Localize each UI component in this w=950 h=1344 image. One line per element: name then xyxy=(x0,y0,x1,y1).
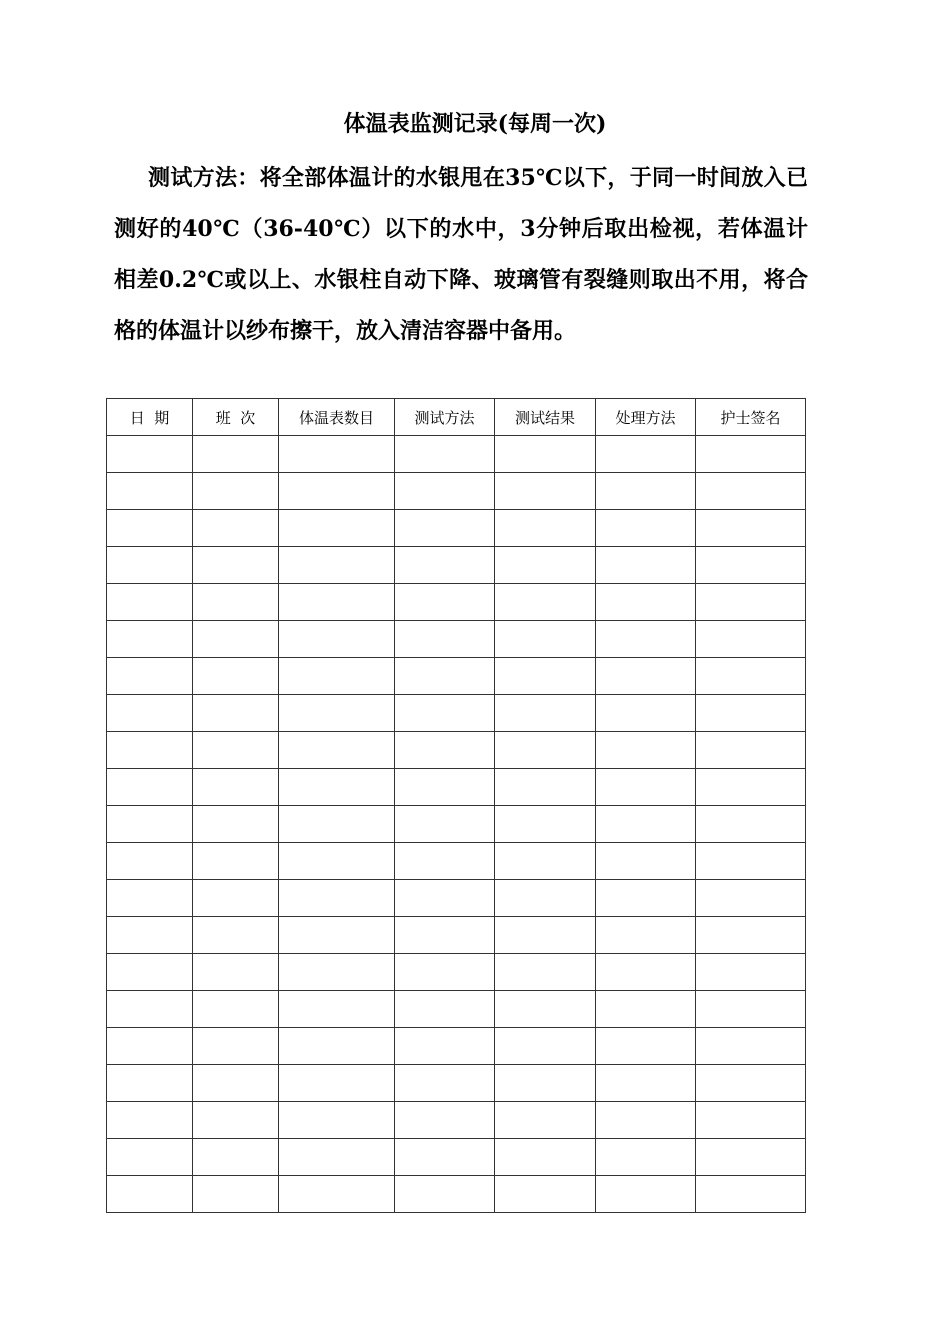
table-header-row xyxy=(107,399,806,436)
shift-cell[interactable] xyxy=(193,880,279,917)
test-result-cell[interactable] xyxy=(495,1065,596,1102)
thermometer-count-cell[interactable] xyxy=(279,621,395,658)
nurse-signature-cell[interactable] xyxy=(696,695,806,732)
test-result-cell[interactable] xyxy=(495,1139,596,1176)
handling-method-cell[interactable] xyxy=(596,806,696,843)
test-method-cell[interactable] xyxy=(395,1139,495,1176)
table-row xyxy=(107,1139,806,1176)
table-row xyxy=(107,584,806,621)
test-result-cell[interactable] xyxy=(495,880,596,917)
handling-method-cell[interactable] xyxy=(596,880,696,917)
record-table-body xyxy=(107,436,806,1213)
shift-cell[interactable] xyxy=(193,1139,279,1176)
record-table xyxy=(106,398,806,1213)
header-shift: 班 次 xyxy=(193,399,279,436)
shift-cell[interactable] xyxy=(193,510,279,547)
handling-method-cell[interactable] xyxy=(596,621,696,658)
table-row xyxy=(107,732,806,769)
table-row xyxy=(107,769,806,806)
date-cell[interactable] xyxy=(107,880,193,917)
shift-cell[interactable] xyxy=(193,621,279,658)
shift-cell[interactable] xyxy=(193,658,279,695)
handling-method-cell[interactable] xyxy=(596,1065,696,1102)
header-nurse-signature: 护士签名 xyxy=(696,399,806,436)
thermometer-count-cell[interactable] xyxy=(279,584,395,621)
nurse-signature-cell[interactable] xyxy=(696,510,806,547)
test-method-cell[interactable] xyxy=(395,510,495,547)
test-result-cell[interactable] xyxy=(495,584,596,621)
test-method-cell[interactable] xyxy=(395,695,495,732)
shift-cell[interactable] xyxy=(193,769,279,806)
table-row xyxy=(107,621,806,658)
handling-method-cell[interactable] xyxy=(596,547,696,584)
handling-method-cell[interactable] xyxy=(596,1139,696,1176)
table-row xyxy=(107,954,806,991)
table-row xyxy=(107,843,806,880)
shift-cell[interactable] xyxy=(193,1065,279,1102)
date-cell[interactable] xyxy=(107,769,193,806)
handling-method-cell[interactable] xyxy=(596,658,696,695)
test-method-paragraph: 测试方法：将全部体温计的水银甩在35℃以下，于同一时间放入已测好的40℃（36-40℃）以下的水中，3分钟后取出检视，若体温计相差0.2℃或以上、水银柱自动下降、玻璃管有裂缝则取出不用，将合格的体温计以纱布擦干，放入清洁容器中备用。 xyxy=(114,165,808,344)
table-row xyxy=(107,917,806,954)
shift-cell[interactable] xyxy=(193,547,279,584)
thermometer-count-cell[interactable] xyxy=(279,1065,395,1102)
handling-method-cell[interactable] xyxy=(596,843,696,880)
header-test-method: 测试方法 xyxy=(395,399,495,436)
thermometer-count-cell[interactable] xyxy=(279,769,395,806)
date-cell[interactable] xyxy=(107,695,193,732)
test-method-cell[interactable] xyxy=(395,880,495,917)
nurse-signature-cell[interactable] xyxy=(696,843,806,880)
nurse-signature-cell[interactable] xyxy=(696,806,806,843)
test-result-cell[interactable] xyxy=(495,436,596,473)
handling-method-cell[interactable] xyxy=(596,695,696,732)
page-title: 体温表监测记录(每周一次) xyxy=(343,111,607,137)
nurse-signature-cell[interactable] xyxy=(696,1102,806,1139)
nurse-signature-cell[interactable] xyxy=(696,1028,806,1065)
date-cell[interactable] xyxy=(107,806,193,843)
handling-method-cell[interactable] xyxy=(596,510,696,547)
test-result-cell[interactable] xyxy=(495,806,596,843)
thermometer-count-cell[interactable] xyxy=(279,732,395,769)
nurse-signature-cell[interactable] xyxy=(696,991,806,1028)
date-cell[interactable] xyxy=(107,621,193,658)
date-cell[interactable] xyxy=(107,473,193,510)
table-row xyxy=(107,1065,806,1102)
test-result-cell[interactable] xyxy=(495,1176,596,1213)
date-cell[interactable] xyxy=(107,1176,193,1213)
thermometer-count-cell[interactable] xyxy=(279,510,395,547)
thermometer-count-cell[interactable] xyxy=(279,806,395,843)
test-result-cell[interactable] xyxy=(495,473,596,510)
nurse-signature-cell[interactable] xyxy=(696,1176,806,1213)
thermometer-count-cell[interactable] xyxy=(279,991,395,1028)
test-method-cell[interactable] xyxy=(395,1102,495,1139)
test-method-cell[interactable] xyxy=(395,954,495,991)
table-row xyxy=(107,806,806,843)
thermometer-count-cell[interactable] xyxy=(279,843,395,880)
test-method-cell[interactable] xyxy=(395,658,495,695)
thermometer-count-cell[interactable] xyxy=(279,1102,395,1139)
date-cell[interactable] xyxy=(107,1139,193,1176)
header-handling-method: 处理方法 xyxy=(596,399,696,436)
test-result-cell[interactable] xyxy=(495,991,596,1028)
thermometer-count-cell[interactable] xyxy=(279,1176,395,1213)
nurse-signature-cell[interactable] xyxy=(696,954,806,991)
table-row xyxy=(107,1102,806,1139)
test-method-cell[interactable] xyxy=(395,473,495,510)
table-row xyxy=(107,436,806,473)
test-method-cell[interactable] xyxy=(395,769,495,806)
table-row xyxy=(107,991,806,1028)
shift-cell[interactable] xyxy=(193,954,279,991)
date-cell[interactable] xyxy=(107,991,193,1028)
test-result-cell[interactable] xyxy=(495,954,596,991)
nurse-signature-cell[interactable] xyxy=(696,436,806,473)
handling-method-cell[interactable] xyxy=(596,584,696,621)
date-cell[interactable] xyxy=(107,843,193,880)
date-cell[interactable] xyxy=(107,584,193,621)
shift-cell[interactable] xyxy=(193,1176,279,1213)
nurse-signature-cell[interactable] xyxy=(696,621,806,658)
date-cell[interactable] xyxy=(107,436,193,473)
thermometer-count-cell[interactable] xyxy=(279,473,395,510)
test-result-cell[interactable] xyxy=(495,843,596,880)
nurse-signature-cell[interactable] xyxy=(696,1139,806,1176)
thermometer-count-cell[interactable] xyxy=(279,658,395,695)
date-cell[interactable] xyxy=(107,954,193,991)
shift-cell[interactable] xyxy=(193,436,279,473)
test-result-cell[interactable] xyxy=(495,1028,596,1065)
date-cell[interactable] xyxy=(107,1065,193,1102)
shift-cell[interactable] xyxy=(193,991,279,1028)
test-method-cell[interactable] xyxy=(395,1028,495,1065)
test-result-cell[interactable] xyxy=(495,658,596,695)
shift-cell[interactable] xyxy=(193,843,279,880)
test-result-cell[interactable] xyxy=(495,917,596,954)
shift-cell[interactable] xyxy=(193,1102,279,1139)
nurse-signature-cell[interactable] xyxy=(696,473,806,510)
test-method-cell[interactable] xyxy=(395,436,495,473)
test-result-cell[interactable] xyxy=(495,510,596,547)
table-row xyxy=(107,510,806,547)
thermometer-count-cell[interactable] xyxy=(279,1028,395,1065)
nurse-signature-cell[interactable] xyxy=(696,917,806,954)
thermometer-count-cell[interactable] xyxy=(279,547,395,584)
test-result-cell[interactable] xyxy=(495,732,596,769)
header-thermometer-count: 体温表数目 xyxy=(279,399,395,436)
header-date: 日 期 xyxy=(107,399,193,436)
nurse-signature-cell[interactable] xyxy=(696,732,806,769)
handling-method-cell[interactable] xyxy=(596,1102,696,1139)
table-row xyxy=(107,880,806,917)
test-method-cell[interactable] xyxy=(395,917,495,954)
handling-method-cell[interactable] xyxy=(596,991,696,1028)
date-cell[interactable] xyxy=(107,658,193,695)
handling-method-cell[interactable] xyxy=(596,769,696,806)
shift-cell[interactable] xyxy=(193,917,279,954)
table-row xyxy=(107,1028,806,1065)
nurse-signature-cell[interactable] xyxy=(696,658,806,695)
test-result-cell[interactable] xyxy=(495,1102,596,1139)
date-cell[interactable] xyxy=(107,732,193,769)
handling-method-cell[interactable] xyxy=(596,1028,696,1065)
test-method-cell[interactable] xyxy=(395,1176,495,1213)
thermometer-count-cell[interactable] xyxy=(279,695,395,732)
date-cell[interactable] xyxy=(107,1102,193,1139)
date-cell[interactable] xyxy=(107,1028,193,1065)
thermometer-count-cell[interactable] xyxy=(279,954,395,991)
test-result-cell[interactable] xyxy=(495,547,596,584)
table-row xyxy=(107,473,806,510)
shift-cell[interactable] xyxy=(193,1028,279,1065)
test-result-cell[interactable] xyxy=(495,621,596,658)
thermometer-count-cell[interactable] xyxy=(279,880,395,917)
test-method-cell[interactable] xyxy=(395,584,495,621)
handling-method-cell[interactable] xyxy=(596,473,696,510)
test-method-cell[interactable] xyxy=(395,621,495,658)
handling-method-cell[interactable] xyxy=(596,1176,696,1213)
table-row xyxy=(107,1176,806,1213)
test-result-cell[interactable] xyxy=(495,769,596,806)
shift-cell[interactable] xyxy=(193,473,279,510)
test-method-cell[interactable] xyxy=(395,991,495,1028)
shift-cell[interactable] xyxy=(193,584,279,621)
date-cell[interactable] xyxy=(107,917,193,954)
test-method-cell[interactable] xyxy=(395,843,495,880)
thermometer-count-cell[interactable] xyxy=(279,917,395,954)
nurse-signature-cell[interactable] xyxy=(696,584,806,621)
nurse-signature-cell[interactable] xyxy=(696,880,806,917)
test-method-cell[interactable] xyxy=(395,1065,495,1102)
thermometer-count-cell[interactable] xyxy=(279,1139,395,1176)
shift-cell[interactable] xyxy=(193,732,279,769)
table-row xyxy=(107,695,806,732)
nurse-signature-cell[interactable] xyxy=(696,547,806,584)
thermometer-count-cell[interactable] xyxy=(279,436,395,473)
handling-method-cell[interactable] xyxy=(596,954,696,991)
nurse-signature-cell[interactable] xyxy=(696,769,806,806)
header-test-result: 测试结果 xyxy=(495,399,596,436)
test-result-cell[interactable] xyxy=(495,695,596,732)
test-method-cell[interactable] xyxy=(395,547,495,584)
test-method-cell[interactable] xyxy=(395,806,495,843)
handling-method-cell[interactable] xyxy=(596,917,696,954)
table-row xyxy=(107,658,806,695)
date-cell[interactable] xyxy=(107,510,193,547)
table-row xyxy=(107,547,806,584)
date-cell[interactable] xyxy=(107,547,193,584)
nurse-signature-cell[interactable] xyxy=(696,1065,806,1102)
test-method-cell[interactable] xyxy=(395,732,495,769)
handling-method-cell[interactable] xyxy=(596,732,696,769)
shift-cell[interactable] xyxy=(193,806,279,843)
handling-method-cell[interactable] xyxy=(596,436,696,473)
shift-cell[interactable] xyxy=(193,695,279,732)
